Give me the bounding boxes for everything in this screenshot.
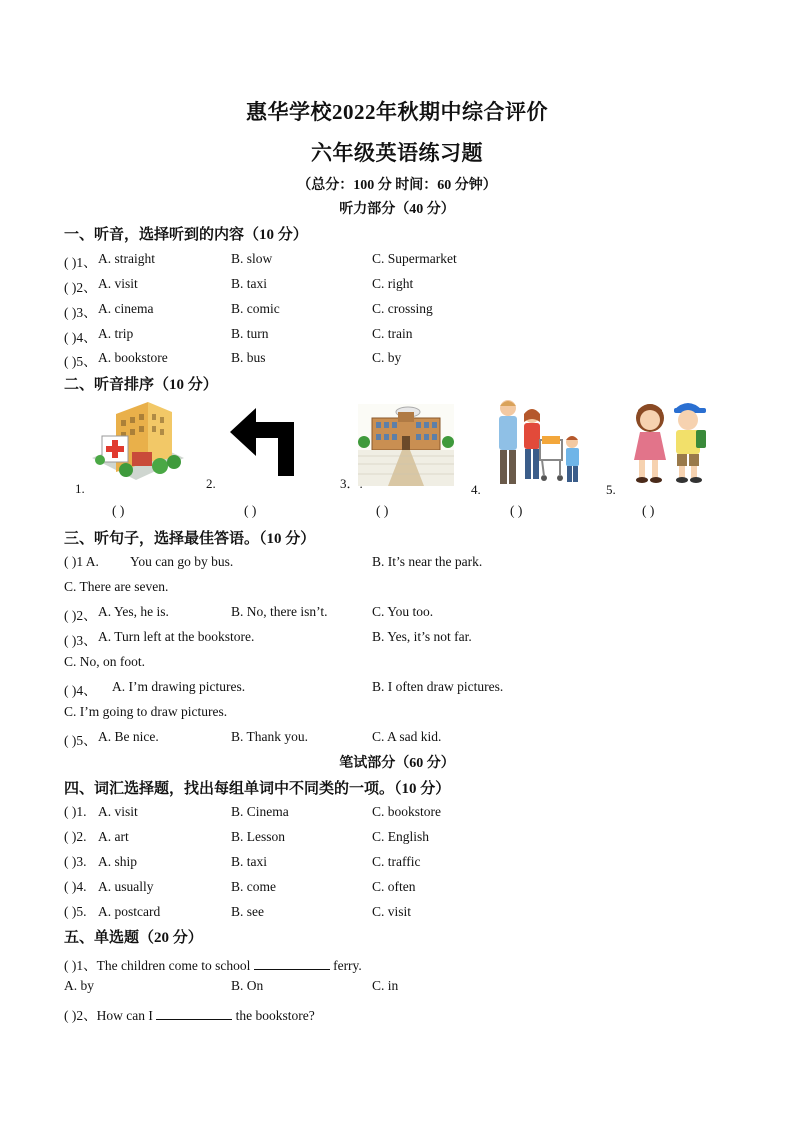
q5-1-prefix: ( )1、The children come to school [64, 958, 251, 973]
q5-1-suffix: ferry. [333, 958, 362, 973]
answer-blank[interactable]: ( )5、 [64, 354, 97, 369]
q5-row-2 [64, 1004, 764, 1024]
answer-blank[interactable]: ( )1 A. [64, 554, 99, 569]
answer-blank[interactable]: ( )5、 [64, 733, 97, 748]
option-c: C. in [372, 978, 399, 993]
option-b: B. taxi [231, 854, 267, 869]
section-1-heading: 一、听音，选择听到的内容（10 分） [64, 227, 308, 243]
q3-row-4 [64, 679, 764, 699]
option-a: A. Turn left at the bookstore. [98, 629, 255, 644]
q5-row-1-options [64, 978, 764, 998]
option-c: C. A sad kid. [372, 729, 442, 744]
option-b: B. see [231, 904, 264, 919]
option-a: A. by [64, 978, 94, 993]
q5-row-1 [64, 954, 764, 974]
option-a: A. Be nice. [98, 729, 159, 744]
q3-row-4-cont [64, 704, 764, 724]
q4-row-2 [64, 829, 764, 849]
option-b: B. On [231, 978, 264, 993]
turn-left-arrow-icon [226, 404, 304, 478]
option-c: C. You too. [372, 604, 434, 619]
option-c: C. crossing [372, 301, 433, 316]
option-a: You can go by bus. [130, 554, 234, 569]
option-c: C. No, on foot. [64, 654, 145, 669]
option-c: C. by [372, 350, 402, 365]
q1-row-3 [64, 301, 764, 321]
picture-3-label: 3．. [340, 476, 363, 491]
option-c: C. right [372, 276, 414, 291]
option-b: B. Lesson [231, 829, 285, 844]
q4-row-1 [64, 804, 764, 824]
q5-2-text [64, 1004, 315, 1024]
q5-1-text [64, 954, 362, 974]
picture-1-label: 1. [75, 481, 85, 496]
answer-blank[interactable]: ( )4、 [64, 330, 97, 345]
family-shopping-image [490, 396, 586, 490]
picture-2-label: 2. [206, 476, 216, 491]
option-a: A. bookstore [98, 350, 168, 365]
answer-blank[interactable]: ( )2、 [64, 608, 97, 623]
answer-blank[interactable]: ( )2. [64, 829, 87, 844]
worksheet-title: 六年级英语练习题 [311, 141, 483, 165]
answer-blank[interactable]: ( )2、 [64, 280, 97, 295]
q1-row-4 [64, 326, 764, 346]
section-5-heading: 五、单选题（20 分） [64, 930, 203, 946]
q3-row-3 [64, 629, 764, 649]
order-blank-2[interactable]: ( ) [244, 503, 257, 518]
option-a: A. straight [98, 251, 155, 266]
answer-blank[interactable]: ( )5. [64, 904, 87, 919]
section-2-heading: 二、听音排序（10 分） [64, 377, 218, 393]
option-a: A. Yes, he is. [98, 604, 169, 619]
school-title: 惠华学校2022年秋期中综合评价 [246, 100, 548, 124]
option-c: C. English [372, 829, 430, 844]
answer-blank[interactable]: ( )4、 [64, 683, 97, 698]
option-c: C. There are seven. [64, 579, 169, 594]
answer-blank[interactable]: ( )1、 [64, 255, 97, 270]
q1-row-2 [64, 276, 764, 296]
option-c: C. bookstore [372, 804, 441, 819]
option-b: B. It’s near the park. [372, 554, 483, 569]
option-b: B. Thank you. [231, 729, 308, 744]
answer-blank[interactable]: ( )4. [64, 879, 87, 894]
option-c: C. I’m going to draw pictures. [64, 704, 228, 719]
option-a: A. cinema [98, 301, 154, 316]
option-c: C. traffic [372, 854, 421, 869]
q5-2-prefix: ( )2、How can I [64, 1008, 153, 1023]
option-b: B. come [231, 879, 276, 894]
option-c: C. train [372, 326, 413, 341]
listening-part-heading: 听力部分（40 分） [339, 202, 455, 217]
answer-blank[interactable]: ( )3、 [64, 633, 97, 648]
option-b: B. No, there isn’t. [231, 604, 328, 619]
order-blank-3[interactable]: ( ) [376, 503, 389, 518]
option-b: B. Yes, it’s not far. [372, 629, 472, 644]
fill-blank[interactable] [156, 1007, 232, 1020]
option-a: A. postcard [98, 904, 161, 919]
section-3-heading: 三、听句子，选择最佳答语。（10 分） [64, 531, 316, 547]
school-building-image [358, 404, 454, 486]
option-b: B. I often draw pictures. [372, 679, 504, 694]
written-part-heading: 笔试部分（60 分） [339, 756, 455, 771]
order-blank-4[interactable]: ( ) [510, 503, 523, 518]
q3-row-1 [64, 554, 764, 574]
q5-2-suffix: the bookstore? [235, 1008, 315, 1023]
option-c: C. Supermarket [372, 251, 457, 266]
option-a: A. I’m drawing pictures. [112, 679, 246, 694]
option-a: A. ship [98, 854, 138, 869]
option-b: B. comic [231, 301, 280, 316]
score-time-info: （总分：100 分 时间：60 分钟） [297, 178, 497, 193]
q3-row-3-cont [64, 654, 764, 674]
hospital-image [88, 400, 186, 482]
option-a: A. visit [98, 276, 138, 291]
option-c: C. visit [372, 904, 412, 919]
q4-row-3 [64, 854, 764, 874]
q3-row-1-cont [64, 579, 764, 599]
answer-blank[interactable]: ( )3. [64, 854, 87, 869]
order-blank-5[interactable]: ( ) [642, 503, 655, 518]
q3-row-5 [64, 729, 764, 749]
option-b: B. slow [231, 251, 273, 266]
q1-row-1 [64, 251, 764, 271]
q3-row-2 [64, 604, 764, 624]
fill-blank[interactable] [254, 957, 330, 970]
option-b: B. bus [231, 350, 266, 365]
q1-row-5 [64, 350, 764, 370]
order-blank-1[interactable]: ( ) [112, 503, 125, 518]
section-4-heading: 四、词汇选择题，找出每组单词中不同类的一项。（10 分） [64, 781, 451, 797]
option-c: C. often [372, 879, 416, 894]
option-a: A. art [98, 829, 129, 844]
option-a: A. visit [98, 804, 138, 819]
option-b: B. turn [231, 326, 269, 341]
two-children-image [630, 396, 720, 490]
option-b: B. Cinema [231, 804, 289, 819]
picture-5-label: 5. [606, 482, 616, 497]
option-b: B. taxi [231, 276, 267, 291]
option-a: A. trip [98, 326, 134, 341]
answer-blank[interactable]: ( )1. [64, 804, 87, 819]
picture-4-label: 4. [471, 482, 481, 497]
option-a: A. usually [98, 879, 154, 894]
q4-row-4 [64, 879, 764, 899]
q4-row-5 [64, 904, 764, 924]
answer-blank[interactable]: ( )3、 [64, 305, 97, 320]
